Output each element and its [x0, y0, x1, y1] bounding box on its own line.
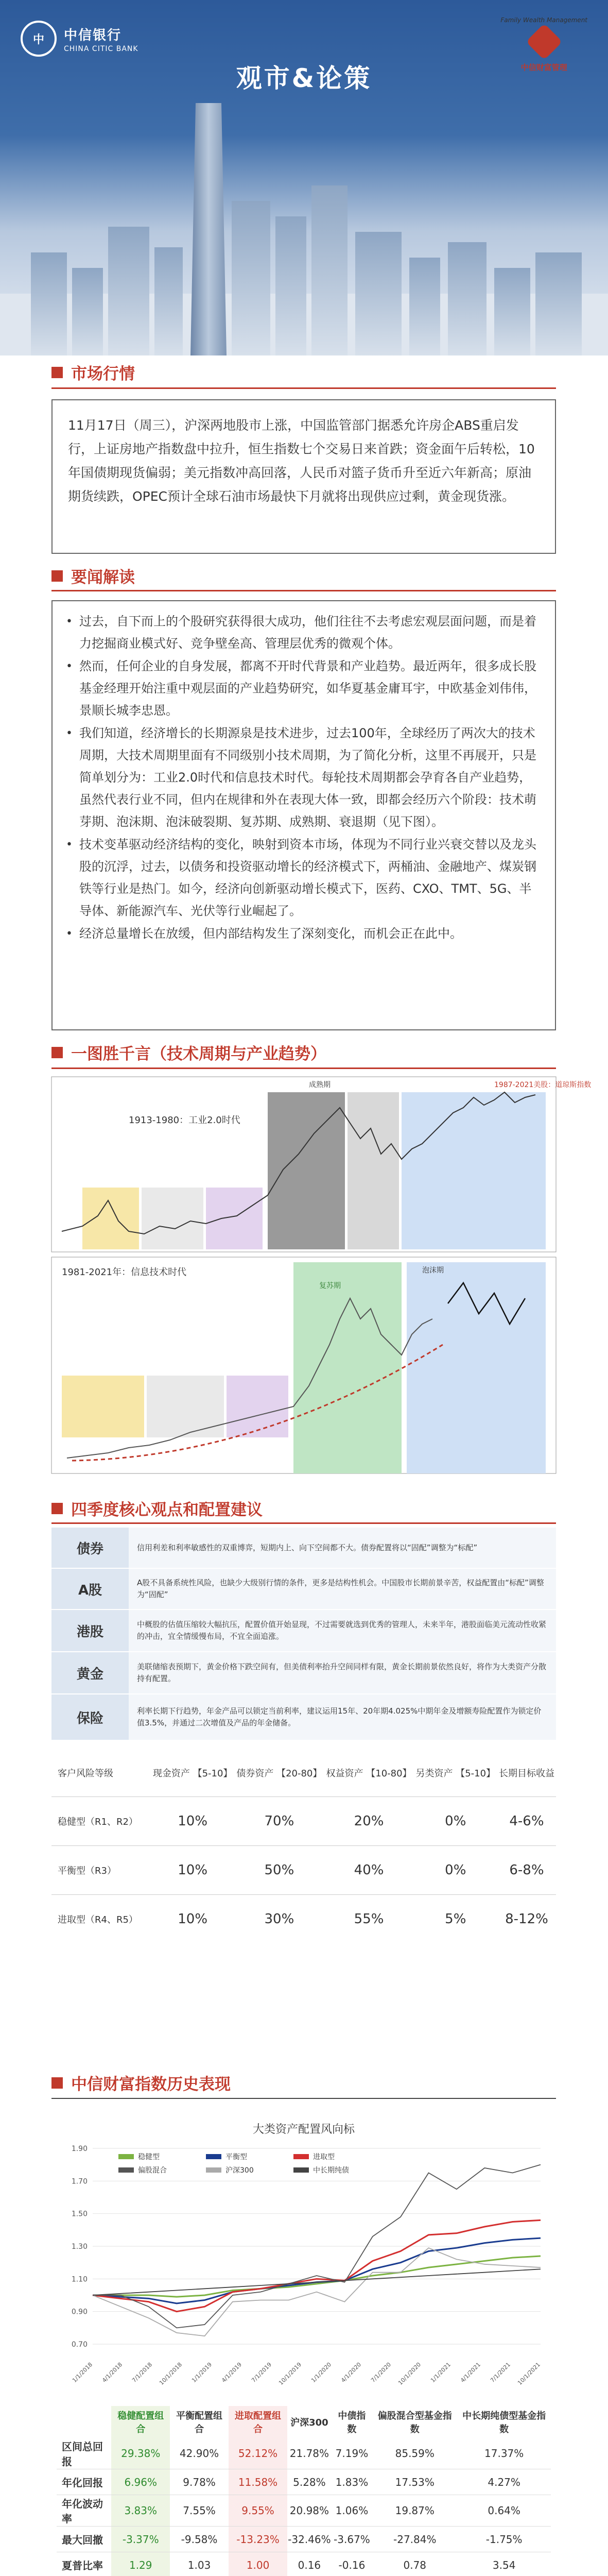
chinese-knot-icon [526, 23, 562, 60]
stats-cell: 21.78% [287, 2438, 331, 2469]
market-heading-rule [51, 387, 556, 389]
phase-band [142, 1188, 203, 1249]
allocation-cell: 8-12% [497, 1895, 556, 1944]
allocation-cell: 30% [234, 1895, 324, 1944]
phase-band [268, 1092, 345, 1249]
x-tick-label: 10/1/2020 [397, 2361, 423, 2387]
y-tick-label: 0.90 [71, 2308, 88, 2316]
red-square-icon [51, 367, 63, 378]
allocation-cell: 40% [324, 1846, 413, 1895]
wealth-logo-cn: 中信财富管理 [520, 63, 567, 72]
x-tick-label: 4/1/2018 [100, 2361, 124, 2384]
y-tick-label: 1.70 [71, 2177, 88, 2186]
view-row-bond [51, 1528, 556, 1569]
q4-section-heading [51, 1497, 263, 1520]
views-heading-text: 要闻解读 [71, 568, 135, 587]
series-line [93, 2238, 541, 2303]
views-item: • 过去，自下而上的个股研究获得很大成功，他们往往不去考虑宏观层面问题，而是着力挖掘商业模式好、竞争壁垒高、管理层优秀的微观个体。 [64, 611, 542, 655]
stats-cell: -1.75% [457, 2527, 551, 2552]
view-row-a-share [51, 1569, 556, 1610]
phase-band [62, 1376, 144, 1437]
view-text: 信用利差和利率敏感性的双重博弈，短期内上、向下空间都不大。债券配置将以“固配”调整为“标配” [129, 1528, 556, 1568]
allocation-header: 权益资产 【10-80】 [326, 1768, 412, 1779]
view-text: 利率长期下行趋势，年金产品可以锁定当前利率，建议运用15年、20年期4.025%中期年金及增额寿险配置作为锁定价值3.5%，并通过二次增值及产品的年金储备。 [129, 1694, 556, 1740]
q4-heading-text: 四季度核心观点和配置建议 [71, 1501, 263, 1519]
stats-cell: 6.96% [111, 2469, 170, 2495]
stats-row [57, 2438, 551, 2469]
stats-cell: 夏普比率 [57, 2552, 111, 2576]
views-item: • 经济总量增长在放缓，但内部结构发生了深刻变化，而机会正在此中。 [64, 923, 542, 945]
allocation-cell: 10% [151, 1797, 234, 1846]
market-section-heading [51, 361, 135, 384]
stats-row [57, 2495, 551, 2527]
stats-cell: 0.78 [372, 2552, 457, 2576]
legend-label: 偏股混合 [138, 2166, 167, 2175]
bank-name-en: CHINA CITIC BANK [64, 44, 138, 53]
stats-cell: 9.55% [229, 2495, 287, 2527]
stats-cell: 年化回报 [57, 2469, 111, 2495]
allocation-cell: 10% [151, 1846, 234, 1895]
stats-cell: 17.37% [457, 2438, 551, 2469]
allocation-cell: 0% [414, 1846, 497, 1895]
wealth-logo-en: Family Wealth Management [500, 16, 587, 24]
stats-cell: -9.58% [170, 2527, 229, 2552]
stats-header: 偏股混合型基金指数 [377, 2411, 452, 2435]
phase-band [407, 1262, 546, 1473]
x-tick-label: 7/1/2021 [489, 2361, 512, 2384]
x-tick-label: 10/1/2018 [158, 2361, 184, 2387]
allocation-header: 另类资产 【5-10】 [415, 1768, 496, 1779]
views-item: • 技术变革驱动经济结构的变化，映射到资本市场，体现为不同行业兴衰交替以及龙头股的沉浮，过去，以债务和投资驱动增长的经济模式下，两桶油、金融地产、煤炭钢铁等行业是热门。如今，经济向创新驱动增长模式下，医药、CXO、TMT、5G、半导体、新能源汽车、光伏等行业崛起了。 [64, 834, 542, 922]
stats-cell: -0.16 [332, 2552, 373, 2576]
allocation-table [51, 1749, 556, 1943]
x-tick-label: 10/1/2019 [277, 2361, 303, 2387]
allocation-cell: 20% [324, 1797, 413, 1846]
series-line [93, 2269, 541, 2295]
y-tick-label: 0.70 [71, 2341, 88, 2349]
allocation-header: 债券资产 【20-80】 [236, 1768, 322, 1779]
allocation-cell: 平衡型（R3） [51, 1846, 151, 1895]
stats-cell: -27.84% [372, 2527, 457, 2552]
view-label: 保险 [51, 1694, 129, 1740]
legend-swatch [206, 2167, 221, 2173]
bank-name-cn: 中信银行 [64, 27, 122, 43]
page-title: 观市&论策 [236, 63, 372, 93]
y-tick-label: 1.50 [71, 2210, 88, 2218]
allocation-header-row [51, 1749, 556, 1797]
view-row-hk [51, 1610, 556, 1652]
allocation-cell: 5% [414, 1895, 497, 1944]
view-label: 债券 [51, 1528, 129, 1568]
legend-label: 中长期纯债 [313, 2166, 349, 2175]
page-header [0, 0, 608, 355]
views-heading-rule [51, 590, 556, 591]
phase-band [293, 1262, 402, 1473]
x-tick-label: 10/1/2021 [516, 2361, 542, 2387]
market-summary-box [51, 399, 556, 554]
index-section-heading [51, 2071, 231, 2094]
legend-label: 沪深300 [225, 2166, 254, 2175]
stats-cell: 52.12% [229, 2438, 287, 2469]
stats-cell: 1.03 [170, 2552, 229, 2576]
index-heading-text: 中信财富指数历史表现 [71, 2075, 231, 2094]
x-tick-label: 1/1/2019 [190, 2361, 214, 2384]
stats-cell: -13.23% [229, 2527, 287, 2552]
legend-swatch [293, 2167, 309, 2173]
stats-cell: -3.67% [332, 2527, 373, 2552]
allocation-cell: 6-8% [497, 1846, 556, 1895]
stats-header: 平衡配置组合 [176, 2411, 223, 2435]
phase-band [402, 1092, 546, 1249]
stats-cell: 年化波动率 [57, 2495, 111, 2527]
stats-header-row [57, 2406, 551, 2438]
q4-heading-rule [51, 1522, 556, 1524]
legend-label: 稳健型 [138, 2153, 160, 2161]
stats-cell: 1.06% [332, 2495, 373, 2527]
upper-phase-label: 成熟期 [309, 1081, 331, 1089]
stats-cell: 3.83% [111, 2495, 170, 2527]
allocation-cell: 70% [234, 1797, 324, 1846]
stats-cell: 0.16 [287, 2552, 331, 2576]
legend-label: 进取型 [313, 2153, 335, 2161]
stats-cell: 1.00 [229, 2552, 287, 2576]
chart1-section-heading [51, 1041, 326, 1064]
index-heading-rule [51, 2098, 556, 2099]
x-tick-label: 4/1/2021 [459, 2361, 482, 2384]
phase-band [348, 1092, 399, 1249]
chart1-heading-text: 一图胜千言（技术周期与产业趋势） [71, 1045, 326, 1063]
allocation-cell: 进取型（R4、R5） [51, 1895, 151, 1944]
stats-cell: 11.58% [229, 2469, 287, 2495]
views-item: • 然而，任何企业的自身发展，都离不开时代背景和产业趋势。最近两年，很多成长股基金经理开始注重中观层面的产业趋势研究，如华夏基金庸耳宇，中欧基金刘伟伟，景顺长城李忠恩。 [64, 655, 542, 722]
citic-bank-logo [21, 21, 138, 57]
red-square-icon [51, 1503, 63, 1514]
stats-cell: -32.46% [287, 2527, 331, 2552]
x-tick-label: 7/1/2020 [369, 2361, 393, 2384]
view-row-insurance [51, 1694, 556, 1741]
allocation-cell: 55% [324, 1895, 413, 1944]
view-label: A股 [51, 1569, 129, 1609]
stats-cell: 最大回撤 [57, 2527, 111, 2552]
view-text: A股不具备系统性风险，也缺少大级别行情的条件，更多是结构性机会。中国股市长期前景辛苦，权益配置由“标配”调整为“固配” [129, 1569, 556, 1609]
legend-label: 平衡型 [225, 2153, 247, 2161]
legend-swatch [206, 2154, 221, 2159]
stats-header: 稳健配置组合 [111, 2406, 170, 2438]
series-line [93, 2248, 541, 2336]
upper-phase-label: 1987-2021美股：道琼斯指数 [494, 1081, 592, 1089]
x-tick-label: 4/1/2020 [339, 2361, 363, 2384]
allocation-header: 现金资产 【5-10】 [152, 1768, 233, 1779]
allocation-cell: 10% [151, 1895, 234, 1944]
performance-stats-table [57, 2406, 551, 2576]
view-label: 黄金 [51, 1652, 129, 1693]
stats-cell: 5.28% [287, 2469, 331, 2495]
stats-cell: 17.53% [372, 2469, 457, 2495]
chart-title: 大类资产配置风向标 [252, 2123, 355, 2136]
phase-band [82, 1188, 139, 1249]
stats-row [57, 2552, 551, 2576]
stats-cell: 区间总回报 [57, 2438, 111, 2469]
legend-swatch [118, 2167, 134, 2173]
allocation-cell: 0% [414, 1797, 497, 1846]
stats-cell: 42.90% [170, 2438, 229, 2469]
tech-cycle-chart [51, 1077, 592, 1479]
x-tick-label: 7/1/2018 [130, 2361, 154, 2384]
lower-phase-label: 复苏期 [319, 1282, 341, 1290]
view-text: 中概股的估值压缩较大幅抗压，配置价值开始显现，不过需要就选到优秀的管理人，未来半年，港股面临美元流动性收紧的冲击，宜全情缓慢布局，不宜全面追涨。 [129, 1610, 556, 1651]
stats-cell: 1.29 [111, 2552, 170, 2576]
allocation-row [51, 1797, 556, 1846]
stats-cell: 7.19% [332, 2438, 373, 2469]
red-square-icon [51, 2077, 63, 2089]
stats-cell: 0.64% [457, 2495, 551, 2527]
allocation-row [51, 1846, 556, 1895]
stats-cell: -3.37% [111, 2527, 170, 2552]
allocation-header: 客户风险等级 [58, 1768, 113, 1779]
stats-cell: 1.83% [332, 2469, 373, 2495]
view-label: 港股 [51, 1610, 129, 1651]
stats-row [57, 2527, 551, 2552]
stats-cell: 9.78% [170, 2469, 229, 2495]
stats-cell: 7.55% [170, 2495, 229, 2527]
views-list [64, 611, 542, 945]
allocation-index-chart [57, 2117, 551, 2406]
upper-era-label: 1913-1980：工业2.0时代 [129, 1115, 240, 1126]
x-tick-label: 7/1/2019 [250, 2361, 273, 2384]
chart1-heading-rule [51, 1067, 556, 1069]
stats-header: 进取配置组合 [229, 2406, 287, 2438]
lower-phase-label: 泡沫期 [422, 1266, 444, 1275]
red-square-icon [51, 570, 63, 582]
allocation-row [51, 1895, 556, 1944]
stats-row [57, 2469, 551, 2495]
y-tick-label: 1.30 [71, 2243, 88, 2251]
x-tick-label: 4/1/2019 [220, 2361, 244, 2384]
allocation-cell: 4-6% [497, 1797, 556, 1846]
views-item: • 我们知道，经济增长的长期源泉是技术进步，过去100年，全球经历了两次大的技术周期，大技术周期里面有不同级别小技术周期，为了简化分析，这里不再展开，只是简单划分为：工业2.0时代和信息技术时代。每轮技术周期都会孕育各自产业趋势，虽然代表行业不同，但内在规律和外在表现大体一致，即都会经历六个阶段：技术萌芽期、泡沫期、泡沫破裂期、复苏期、成熟期、衰退期（见下图）。 [64, 722, 542, 833]
y-tick-label: 1.10 [71, 2275, 88, 2284]
phase-band [147, 1376, 224, 1437]
citic-bank-emblem-icon: 中 [21, 21, 57, 57]
legend-swatch [118, 2154, 134, 2159]
stats-header [57, 2406, 111, 2438]
stats-header: 中债指数 [338, 2411, 366, 2435]
views-section-heading [51, 564, 135, 587]
red-square-icon [51, 1047, 63, 1058]
stats-cell: 29.38% [111, 2438, 170, 2469]
stats-header: 中长期纯债型基金指数 [462, 2411, 546, 2435]
views-box [51, 600, 556, 1030]
stats-cell: 3.54 [457, 2552, 551, 2576]
legend-swatch [293, 2154, 309, 2159]
city-skyline-image [0, 98, 608, 355]
series-line [93, 2220, 541, 2311]
stats-cell: 4.27% [457, 2469, 551, 2495]
view-row-gold [51, 1652, 556, 1694]
x-tick-label: 1/1/2021 [429, 2361, 453, 2384]
market-summary-text: 11月17日（周三），沪深两地股市上涨，中国监管部门据悉允许房企ABS重启发行，上证房地产指数盘中拉升，恒生指数七个交易日来首跌；资金面午后转松，10年国债期现货偏弱；美元指数冲高回落，人民币对篮子货币升至近六年新高；原油期货续跌，OPEC预计全球石油市场最快下月就将出现供应过剩，黄金现货涨。 [68, 418, 535, 504]
phase-band [206, 1188, 263, 1249]
allocation-cell: 50% [234, 1846, 324, 1895]
view-text: 美联储缩表预期下，黄金价格下跌空间有，但美债利率抬升空间同样有限，黄金长期前景依然良好，将作为大类资产分散持有配置。 [129, 1652, 556, 1693]
x-tick-label: 1/1/2020 [309, 2361, 333, 2384]
lower-era-label: 1981-2021年：信息技术时代 [62, 1267, 187, 1278]
market-heading-text: 市场行情 [71, 365, 135, 383]
allocation-cell: 稳健型（R1、R2） [51, 1797, 151, 1846]
x-tick-label: 1/1/2018 [71, 2361, 94, 2384]
y-tick-label: 1.90 [71, 2145, 88, 2153]
stats-cell: 19.87% [372, 2495, 457, 2527]
stats-cell: 20.98% [287, 2495, 331, 2527]
stats-header: 沪深300 [290, 2417, 328, 2428]
phase-band [227, 1376, 288, 1437]
stats-cell: 85.59% [372, 2438, 457, 2469]
allocation-header: 长期目标收益 [498, 1768, 554, 1779]
